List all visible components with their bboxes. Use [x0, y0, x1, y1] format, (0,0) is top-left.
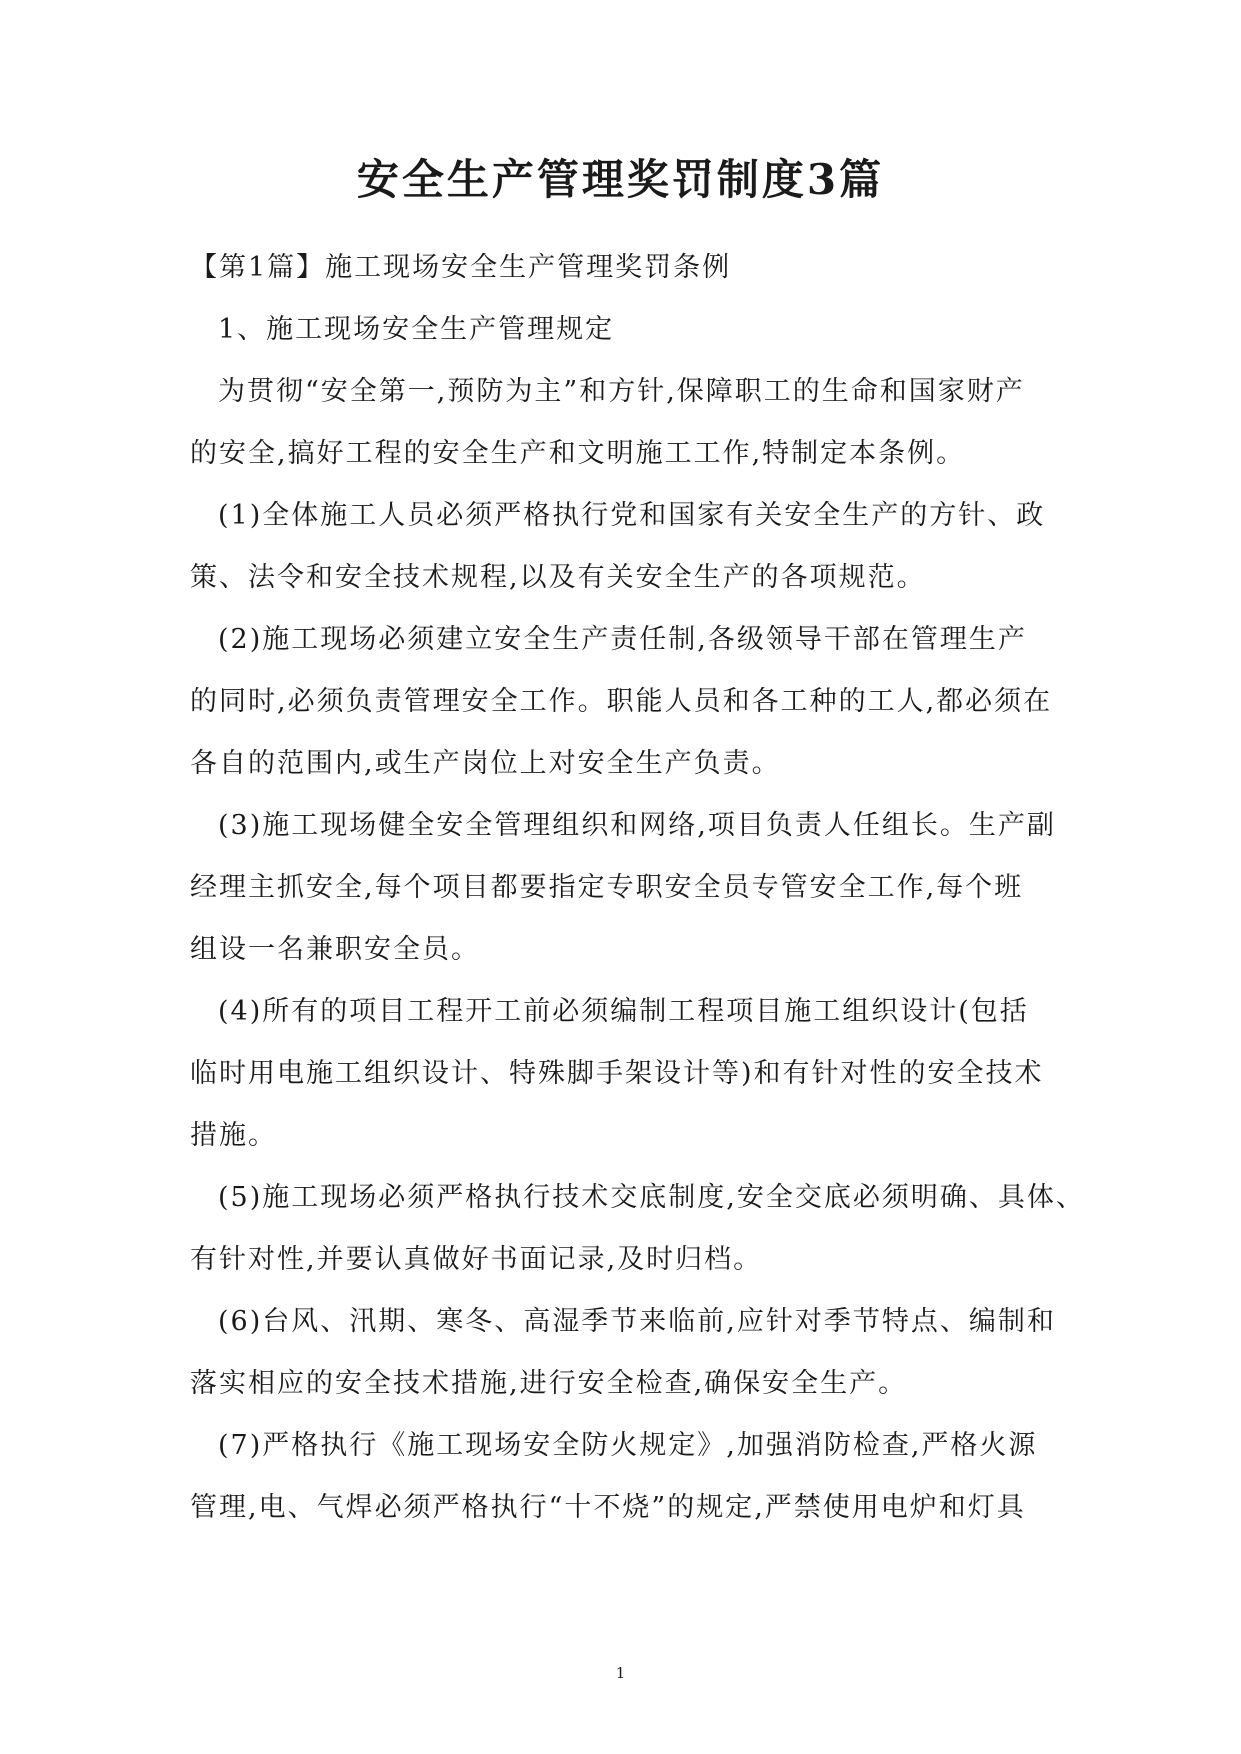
paragraph-line: (6)台风、汛期、寒冬、高湿季节来临前,应针对季节特点、编制和	[218, 1306, 1056, 1337]
paragraph-line: 经理主抓安全,每个项目都要指定专职安全员专管安全工作,每个班	[190, 872, 1024, 903]
section-heading: 【第1篇】施工现场安全生产管理奖罚条例	[190, 252, 732, 283]
subsection-heading: 1、施工现场安全生产管理规定	[218, 314, 615, 345]
paragraph-line: 各自的范围内,或生产岗位上对安全生产负责。	[190, 748, 781, 779]
paragraph-line: (7)严格执行《施工现场安全防火规定》,加强消防检查,严格火源	[218, 1430, 1038, 1461]
paragraph-line: (5)施工现场必须严格执行技术交底制度,安全交底必须明确、具体、	[218, 1182, 1085, 1213]
paragraph-line: (3)施工现场健全安全管理组织和网络,项目负责人任组长。生产副	[218, 810, 1056, 841]
paragraph-line: 有针对性,并要认真做好书面记录,及时归档。	[190, 1244, 763, 1275]
document-title: 安全生产管理奖罚制度3篇	[356, 155, 885, 204]
paragraph-line: 的安全,搞好工程的安全生产和文明施工工作,特制定本条例。	[190, 438, 966, 469]
page-number: 1	[615, 1664, 626, 1682]
paragraph-line: (4)所有的项目工程开工前必须编制工程项目施工组织设计(包括	[218, 996, 1029, 1027]
paragraph-line: 落实相应的安全技术措施,进行安全检查,确保安全生产。	[190, 1368, 908, 1399]
paragraph-line: 策、法令和安全技术规程,以及有关安全生产的各项规范。	[190, 562, 926, 593]
paragraph-line: (1)全体施工人员必须严格执行党和国家有关安全生产的方针、政	[218, 500, 1046, 531]
paragraph-line: 措施。	[190, 1120, 277, 1151]
paragraph-line: (2)施工现场必须建立安全生产责任制,各级领导干部在管理生产	[218, 624, 1027, 655]
paragraph-line: 组设一名兼职安全员。	[190, 934, 480, 965]
paragraph-line: 管理,电、气焊必须严格执行“十不烧”的规定,严禁使用电炉和灯具	[190, 1492, 1026, 1523]
paragraph-line: 的同时,必须负责管理安全工作。职能人员和各工种的工人,都必须在	[190, 686, 1053, 717]
paragraph-line: 临时用电施工组织设计、特殊脚手架设计等)和有针对性的安全技术	[190, 1058, 1044, 1089]
paragraph-line: 为贯彻“安全第一,预防为主”和方针,保障职工的生命和国家财产	[218, 376, 1025, 407]
